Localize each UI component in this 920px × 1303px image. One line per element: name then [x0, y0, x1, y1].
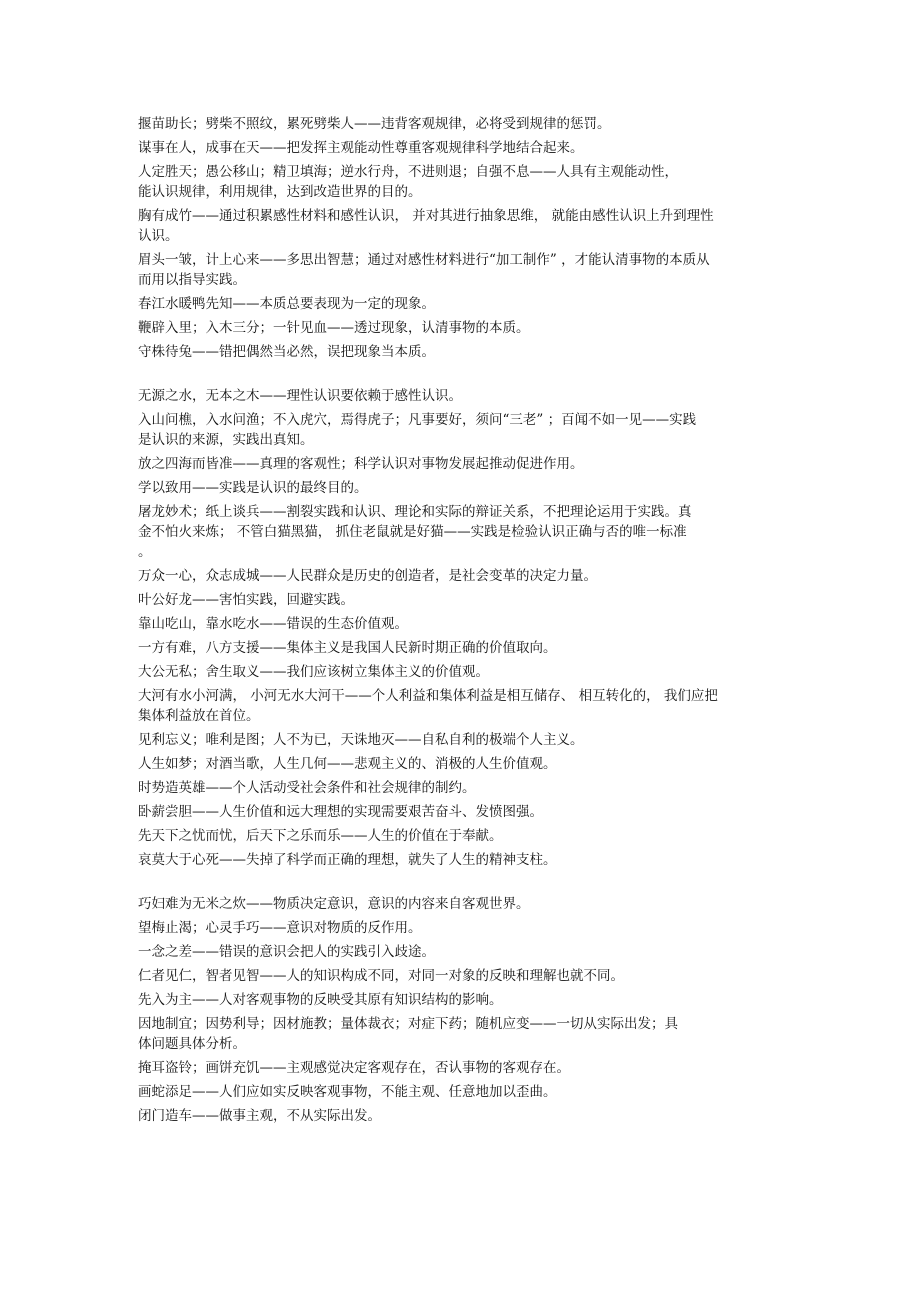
paragraph-text-line: 叶公好龙——害怕实践，回避实践。: [138, 592, 354, 608]
paragraph-text-line: 望梅止渴；心灵手巧——意识对物质的反作用。: [138, 920, 422, 936]
section-gap: [138, 874, 778, 894]
paragraph-text-line: 靠山吃山，靠水吃水——错误的生态价值观。: [138, 616, 408, 632]
paragraph-text-line: 能认识规律，利用规律，达到改造世界的目的。: [138, 184, 422, 200]
paragraph: [138, 966, 778, 986]
paragraph-text-line: 鞭辟入里；入木三分；一针见血——透过现象，认清事物的本质。: [138, 320, 530, 336]
paragraph-text-line: 因地制宜；因势利导；因材施教；量体裁衣；对症下药；随机应变——一切从实际出发；具: [138, 1016, 678, 1032]
paragraph-text-line: 见利忘义；唯利是图；人不为已，天诛地灭——自私自利的极端个人主义。: [138, 732, 584, 748]
paragraph-text-line: 先入为主——人对客观事物的反映受其原有知识结构的影响。: [138, 992, 503, 1008]
paragraph-text-line: 学以致用——实践是认识的最终目的。: [138, 480, 368, 496]
paragraph: [138, 638, 778, 658]
document-page: [138, 114, 778, 1130]
paragraph-text-line: 仁者见仁，智者见智——人的知识构成不同，对同一对象的反映和理解也就不同。: [138, 968, 624, 984]
paragraph-text-line: 大公无私；舍生取义——我们应该树立集体主义的价值观。: [138, 664, 489, 680]
paragraph: [138, 730, 778, 750]
paragraph: [138, 1014, 778, 1054]
paragraph: [138, 502, 778, 562]
paragraph: [138, 454, 778, 474]
paragraph-text-line: 体问题具体分析。: [138, 1036, 246, 1052]
paragraph-text-line: 哀莫大于心死——失掉了科学而正确的理想，就失了人生的精神支柱。: [138, 852, 557, 868]
paragraph: [138, 386, 778, 406]
paragraph: [138, 662, 778, 682]
paragraph-text-line: 掩耳盗铃；画饼充饥——主观感觉决定客观存在，否认事物的客观存在。: [138, 1060, 570, 1076]
paragraph-text-line: 而用以指导实践。: [138, 272, 246, 288]
paragraph-text-line: 屠龙妙术；纸上谈兵——割裂实践和认识、理论和实际的辩证关系，不把理论运用于实践。真: [138, 504, 692, 520]
paragraph: [138, 826, 778, 846]
paragraph-text-line: 谋事在人，成事在天——把发挥主观能动性尊重客观规律科学地结合起来。: [138, 140, 584, 156]
paragraph-text-line: 揠苗助长；劈柴不照纹，累死劈柴人——违背客观规律，必将受到规律的惩罚。: [138, 116, 611, 132]
paragraph-text-line: 集体利益放在首位。: [138, 708, 260, 724]
paragraph-text-line: 认识。: [138, 228, 179, 244]
paragraph-text-line: 眉头一皱，计上心来——多思出智慧；通过对感性材料进行“加工制作” ，才能认清事物的本质从: [138, 252, 710, 268]
paragraph: [138, 1106, 778, 1126]
paragraph-text-line: 放之四海而皆准——真理的客观性；科学认识对事物发展起推动促进作用。: [138, 456, 584, 472]
paragraph: [138, 850, 778, 870]
paragraph: [138, 294, 778, 314]
section-gap: [138, 366, 778, 386]
paragraph: [138, 566, 778, 586]
paragraph-text-line: 先天下之忧而忧，后天下之乐而乐——人生的价值在于奉献。: [138, 828, 503, 844]
paragraph-text-line: 人生如梦；对酒当歌，人生几何——悲观主义的、消极的人生价值观。: [138, 756, 557, 772]
paragraph: [138, 802, 778, 822]
paragraph: [138, 590, 778, 610]
paragraph: [138, 318, 778, 338]
paragraph: [138, 250, 778, 290]
paragraph: [138, 778, 778, 798]
paragraph-text-line: 春江水暖鸭先知——本质总要表现为一定的现象。: [138, 296, 435, 312]
paragraph-text-line: 守株待兔——错把偶然当必然，误把现象当本质。: [138, 344, 435, 360]
paragraph-text-line: 时势造英雄——个人活动受社会条件和社会规律的制约。: [138, 780, 476, 796]
paragraph-text-line: 无源之水，无本之木——理性认识要依赖于感性认识。: [138, 388, 462, 404]
paragraph: [138, 686, 778, 726]
paragraph: [138, 614, 778, 634]
paragraph: [138, 918, 778, 938]
paragraph: [138, 410, 778, 450]
paragraph-text-line: 入山问樵，入水问渔；不入虎穴，焉得虎子；凡事要好，须问“三老” ；百闻不如一见——实践: [138, 412, 697, 428]
paragraph: [138, 162, 778, 202]
paragraph-text-line: 胸有成竹——通过积累感性材料和感性认识， 并对其进行抽象思维， 就能由感性认识上升到理性: [138, 208, 714, 224]
paragraph: [138, 114, 778, 134]
paragraph-text-line: 。: [138, 544, 152, 560]
paragraph-text-line: 是认识的来源，实践出真知。: [138, 432, 314, 448]
paragraph-text-line: 画蛇添足——人们应如实反映客观事物，不能主观、任意地加以歪曲。: [138, 1084, 557, 1100]
paragraph-text-line: 万众一心，众志成城——人民群众是历史的创造者，是社会变革的决定力量。: [138, 568, 597, 584]
paragraph-text-line: 巧妇难为无米之炊——物质决定意识，意识的内容来自客观世界。: [138, 896, 530, 912]
paragraph: [138, 138, 778, 158]
paragraph: [138, 1058, 778, 1078]
paragraph: [138, 1082, 778, 1102]
paragraph: [138, 754, 778, 774]
paragraph-text-line: 人定胜天；愚公移山；精卫填海；逆水行舟，不进则退；自强不息——人具有主观能动性，: [138, 164, 678, 180]
paragraph: [138, 206, 778, 246]
paragraph: [138, 990, 778, 1010]
paragraph-text-line: 闭门造车——做事主观，不从实际出发。: [138, 1108, 381, 1124]
paragraph: [138, 942, 778, 962]
paragraph: [138, 342, 778, 362]
paragraph: [138, 478, 778, 498]
paragraph-text-line: 一方有难，八方支援——集体主义是我国人民新时期正确的价值取向。: [138, 640, 557, 656]
paragraph-text-line: 金不怕火来炼； 不管白猫黑猫， 抓住老鼠就是好猫——实践是检验认识正确与否的唯一标准: [138, 524, 687, 540]
paragraph-text-line: 大河有水小河满， 小河无水大河干——个人利益和集体利益是相互储存、 相互转化的， 我们应把: [138, 688, 718, 704]
paragraph-text-line: 卧薪尝胆——人生价值和远大理想的实现需要艰苦奋斗、发愤图强。: [138, 804, 543, 820]
paragraph-text-line: 一念之差——错误的意识会把人的实践引入歧途。: [138, 944, 435, 960]
paragraph: [138, 894, 778, 914]
